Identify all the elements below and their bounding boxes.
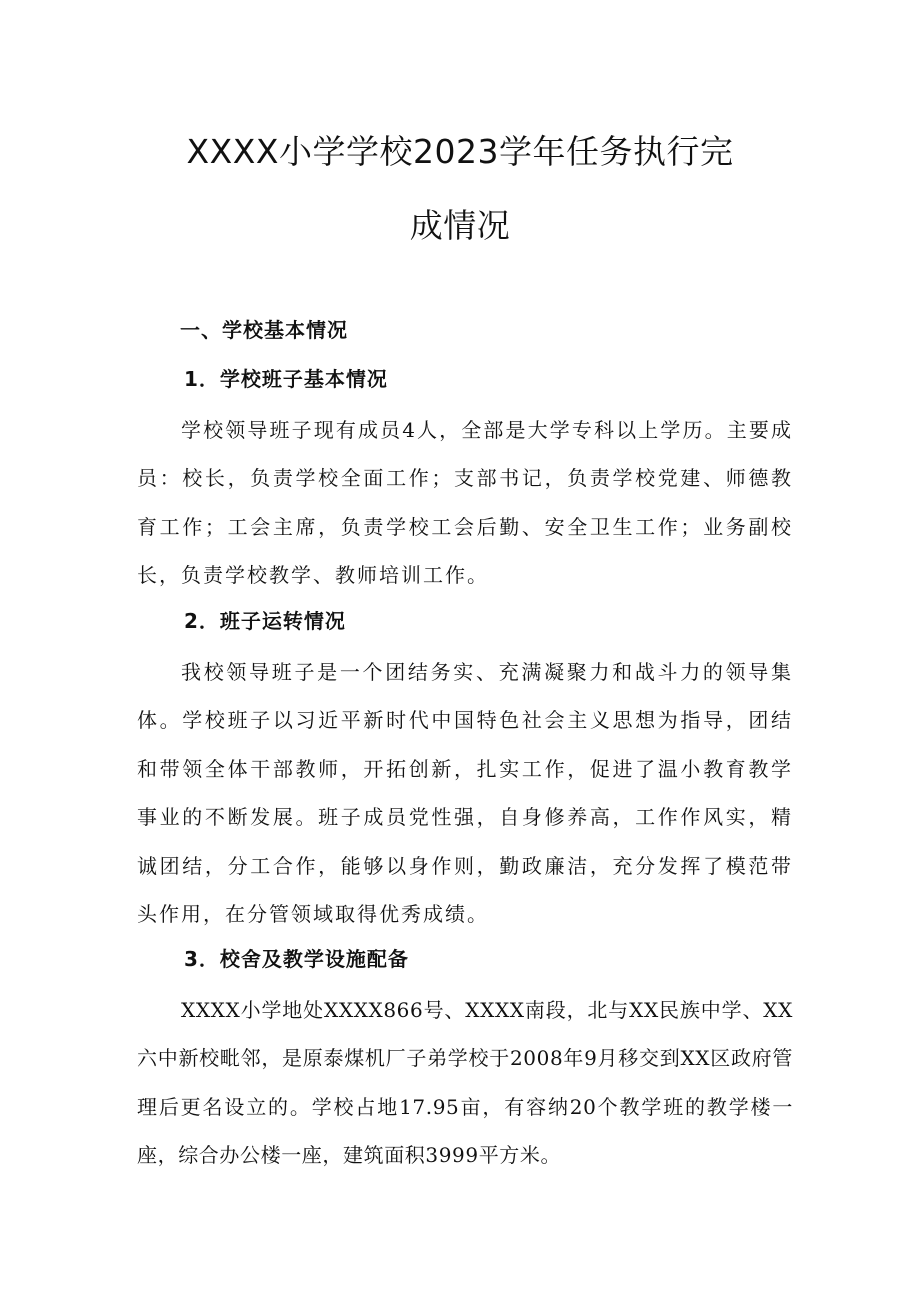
subsection-heading-facilities: 3．校舍及教学设施配备 (184, 947, 409, 971)
paragraph-facilities: XXXX小学地处XXXX866号、XXXX南段，北与XX民族中学、XX六中新校毗邻，是原泰煤机厂子弟学校于2008年9月移交到XX区政府管理后更名设立的。学校占地17.95亩，有容纳20个教学班的教学楼一座，综合办公楼一座，建筑面积3999平方米。 (137, 998, 793, 1168)
subsection-heading-operation: 2．班子运转情况 (184, 609, 346, 633)
document-title-line-1: XXXX小学学校2023学年任务执行完 (186, 132, 734, 171)
paragraph-leadership: 学校领导班子现有成员4人，全部是大学专科以上学历。主要成员：校长，负责学校全面工作；支部书记，负责学校党建、师德教育工作；工会主席，负责学校工会后勤、安全卫生工作；业务副校长，负责学校教学、教师培训工作。 (137, 418, 793, 588)
section-heading-basic-info: 一、学校基本情况 (180, 318, 348, 342)
subsection-heading-leadership: 1．学校班子基本情况 (184, 367, 388, 391)
paragraph-operation: 我校领导班子是一个团结务实、充满凝聚力和战斗力的领导集体。学校班子以习近平新时代中国特色社会主义思想为指导，团结和带领全体干部教师，开拓创新，扎实工作，促进了温小教育教学事业的不断发展。班子成员党性强，自身修养高，工作作风实，精诚团结，分工合作，能够以身作则，勤政廉洁，充分发挥了模范带头作用，在分管领域取得优秀成绩。 (137, 660, 793, 927)
document-title-line-2: 成情况 (409, 206, 511, 245)
